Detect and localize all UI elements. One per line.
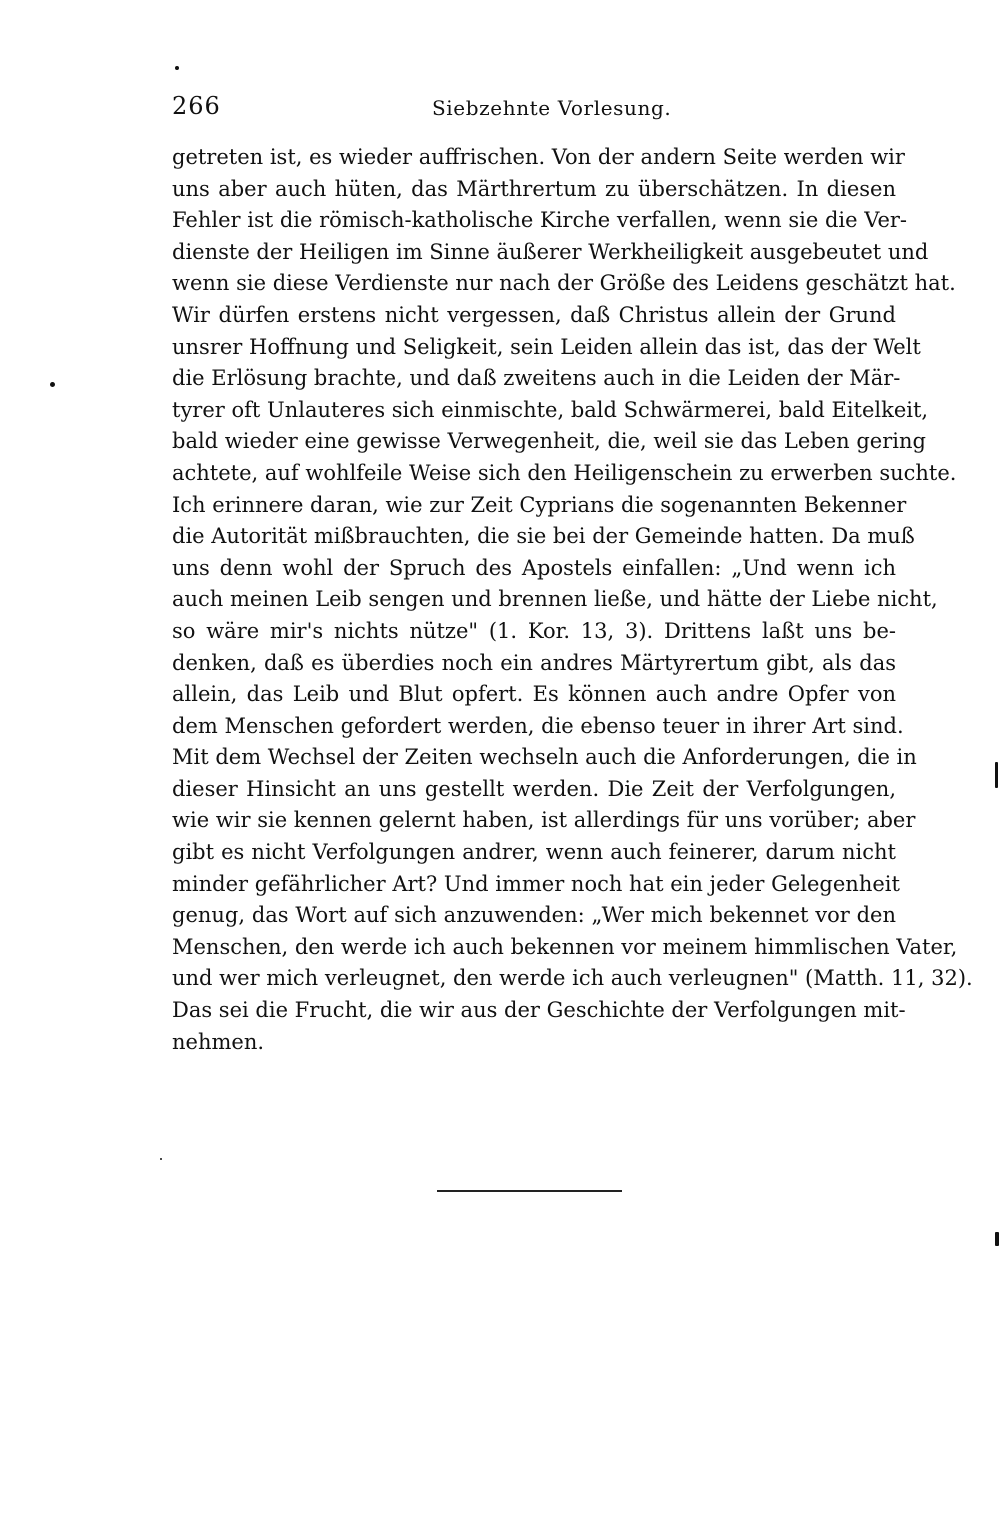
text-line: tyrer oft Unlauteres sich einmischte, bald Schwärmerei, bald Eitelkeit, <box>172 397 929 422</box>
text-line: genug, das Wort auf sich anzuwenden: „Wer mich bekennet vor den <box>172 903 896 928</box>
text-line: und wer mich verleugnet, den werde ich auch verleugnen" (Matth. 11, 32). <box>172 966 973 991</box>
text-line: Das sei die Frucht, die wir aus der Geschichte der Verfolgungen mit- <box>172 998 906 1023</box>
text-line: dem Menschen gefordert werden, die ebenso teuer in ihrer Art sind. <box>172 713 904 738</box>
text-line: gibt es nicht Verfolgungen andrer, wenn auch feinerer, darum nicht <box>172 840 896 865</box>
text-line: allein, das Leib und Blut opfert. Es können auch andre Opfer von <box>172 682 896 707</box>
text-line: dieser Hinsicht an uns gestellt werden. Die Zeit der Verfolgungen, <box>172 776 896 801</box>
scan-speck <box>175 66 179 70</box>
text-line: achtete, auf wohlfeile Weise sich den Heiligenschein zu erwerben suchte. <box>172 460 957 485</box>
body-text <box>172 142 973 1058</box>
text-line: Fehler ist die römisch-katholische Kirche verfallen, wenn sie die Ver- <box>172 208 907 233</box>
text-line: minder gefährlicher Art? Und immer noch hat ein jeder Gelegenheit <box>172 871 900 896</box>
text-line: unsrer Hoffnung und Seligkeit, sein Leiden allein das ist, das der Welt <box>172 334 921 359</box>
text-line: nehmen. <box>172 1029 265 1054</box>
text-line: so wäre mir's nichts nütze" (1. Kor. 13, 3). Drittens laßt uns be- <box>172 618 896 643</box>
scan-speck <box>995 1232 999 1246</box>
end-rule <box>437 1190 622 1192</box>
text-line: uns aber auch hüten, das Märthrertum zu überschätzen. In diesen <box>172 176 896 201</box>
scan-speck <box>995 762 998 788</box>
scan-speck <box>160 1158 162 1160</box>
running-title: Siebzehnte Vorlesung. <box>432 96 672 120</box>
text-line: denken, daß es überdies noch ein andres Märtyrertum gibt, als das <box>172 650 896 675</box>
text-line: bald wieder eine gewisse Verwegenheit, die, weil sie das Leben gering <box>172 429 926 454</box>
text-line: Ich erinnere daran, wie zur Zeit Cyprians die sogenannten Bekenner <box>172 492 907 517</box>
text-line: wie wir sie kennen gelernt haben, ist allerdings für uns vorüber; aber <box>172 808 916 833</box>
scan-speck <box>50 382 55 387</box>
text-line: die Autorität mißbrauchten, die sie bei der Gemeinde hatten. Da muß <box>172 524 915 549</box>
text-line: uns denn wohl der Spruch des Apostels einfallen: „Und wenn ich <box>172 555 896 580</box>
text-line: wenn sie diese Verdienste nur nach der Größe des Leidens geschätzt hat. <box>172 271 956 296</box>
text-line: Wir dürfen erstens nicht vergessen, daß Christus allein der Grund <box>172 302 896 327</box>
text-line: getreten ist, es wieder auffrischen. Von der andern Seite werden wir <box>172 145 905 169</box>
text-line: auch meinen Leib sengen und brennen ließe, und hätte der Liebe nicht, <box>172 587 938 612</box>
text-line: Mit dem Wechsel der Zeiten wechseln auch die Anforderungen, die in <box>172 745 917 770</box>
text-line: die Erlösung brachte, und daß zweitens auch in die Leiden der Mär- <box>172 366 901 391</box>
text-line: Menschen, den werde ich auch bekennen vor meinem himmlischen Vater, <box>172 934 958 959</box>
text-line: dienste der Heiligen im Sinne äußerer Werkheiligkeit ausgebeutet und <box>172 239 929 264</box>
page-number: 266 <box>172 92 221 120</box>
